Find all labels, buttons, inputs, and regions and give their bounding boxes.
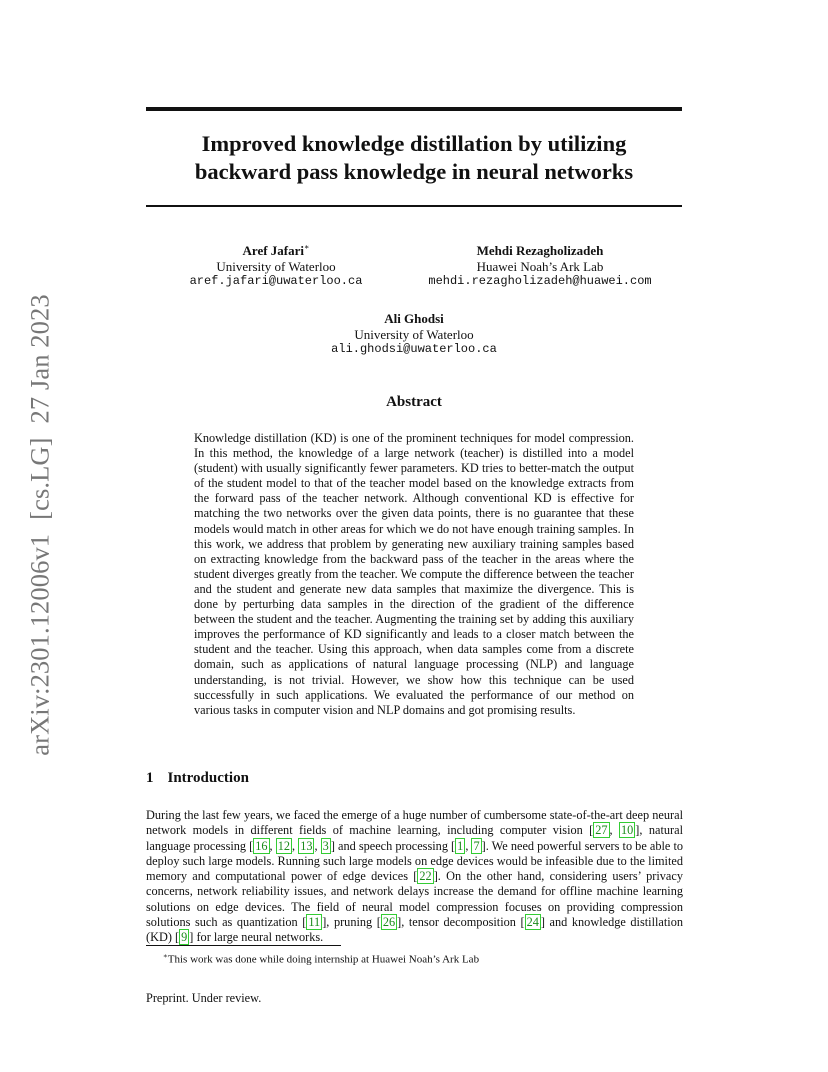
intro-text: ], tensor decomposition [ <box>397 915 525 930</box>
abstract-text: Knowledge distillation (KD) is one of the prominent techniques for model compression. In this method, the knowledge of a large network (teacher) is distilled into a model (student) with usually significantly fewer parameters. KD tries to better-match the output of the student model to that of the teacher model based on the knowledge extracts from the forward pass of the teacher network. Although conventional KD is effective for matching the two networks over the given data points, there is no guarantee that these models would match in other areas for which we do not have enough training samples. In this work, we address that problem by generating new auxiliary training samples based on extracting knowledge from the backward pass of the teacher in the areas where the student diverges greatly from the teacher. We compute the difference between the teacher and the student and generate new data samples that maximize the divergence. This is done by perturbing data samples in the direction of the gradient of the difference between the student and the teacher. Augmenting the training set by adding this auxiliary improves the performance of KD significantly and leads to a closer match between the student and the teacher. Using this approach, when data samples come from a discrete domain, such as applications of natural language processing (NLP) and language understanding, is not trivial. However, we show how this technique can be used successfully in such applications. We evaluated the performance of our method on various tasks in computer vision and NLP domains and got promising results. <box>194 431 634 717</box>
citation-link[interactable]: 13 <box>300 838 313 853</box>
intro-text: ]. On the other hand, considering users’ privacy concerns, network reliability issues, and network delays increase the demand for offline machine learning solutions on edge devices. The field of neural model compression focuses on providing compression solutions such as quantization [ <box>146 869 683 930</box>
author-affiliation: Huawei Noah’s Ark Lab <box>476 258 604 274</box>
intro-text: ] for large neural networks. <box>189 930 324 945</box>
author-email: aref.jafari@uwaterloo.ca <box>189 274 363 288</box>
author-name: Aref Jafari <box>242 243 305 258</box>
paper-title <box>146 130 682 186</box>
citation-link[interactable]: 22 <box>419 869 432 884</box>
citation-link[interactable]: 9 <box>181 930 188 945</box>
author-affiliation: University of Waterloo <box>354 326 474 342</box>
author-block-3 <box>300 311 528 358</box>
section-heading <box>146 770 249 787</box>
citation-link[interactable]: 3 <box>322 838 329 853</box>
author-email: ali.ghodsi@uwaterloo.ca <box>331 342 497 356</box>
footnote-rule <box>146 945 341 946</box>
intro-text: During the last few years, we faced the emerge of a huge number of cumbersome state-of-the-art deep neural network models in different fields of machine learning, including computer vision [ <box>146 808 683 838</box>
intro-text: ], pruning [ <box>322 915 381 930</box>
arxiv-stamp <box>25 294 56 755</box>
footnote-text: This work was done while doing internship at Huawei Noah’s Ark Lab <box>167 953 480 966</box>
section-number: 1 <box>146 770 154 786</box>
title-line-2: backward pass knowledge in neural networks <box>194 159 634 184</box>
abstract-heading: Abstract <box>386 394 442 410</box>
arxiv-id[interactable]: arXiv:2301.12006v1 <box>24 533 55 756</box>
footnote-marker[interactable]: ∗ <box>304 242 310 252</box>
author-name: Mehdi Rezagholizadeh <box>476 243 604 258</box>
author-block-2 <box>400 243 680 290</box>
citation-link[interactable]: 12 <box>277 838 291 853</box>
title-line-1: Improved knowledge distillation by utilizing <box>201 131 627 156</box>
intro-text: ]. We need powerful servers to be able to deploy such large models. Running such large models on edge devices would be infeasible due to the limited memory and computational power of edge devices [ <box>146 838 684 884</box>
arxiv-category: [cs.LG] <box>24 437 55 520</box>
footnote <box>163 950 479 967</box>
citation-link[interactable]: 24 <box>526 915 539 930</box>
intro-text: ] and speech processing [ <box>330 838 456 853</box>
section-title: Introduction <box>167 770 249 786</box>
title-top-rule <box>146 107 682 111</box>
author-name: Ali Ghodsi <box>384 311 444 326</box>
title-bottom-rule <box>146 205 682 207</box>
citation-link[interactable]: 16 <box>255 838 268 853</box>
author-email: mehdi.rezagholizadeh@huawei.com <box>428 274 652 288</box>
citation-link[interactable]: 26 <box>382 915 396 930</box>
footnote-marker: ∗ <box>163 952 168 960</box>
author-block-1 <box>176 243 376 290</box>
intro-text: ], natural language processing [ <box>146 823 683 853</box>
intro-paragraph: During the last few years, we faced the emerge of a huge number of cumbersome state-of-the-art deep neural network models in different fields of machine learning, including computer vision [ 27 , 10 ], natural language processing [ 16 , 12 , 13 , 3 ] and speech processing [ 1 , 7 ]. We need powerful servers to be able to deploy such large models. Running such large models on edge devices would be infeasible due to the limited memory and computational power of edge devices [ 22 ]. On the other hand, considering users’ privacy concerns, network reliability issues, and network delays increase the demand for offline machine learning solutions on edge devices. The field of neural model compression focuses on providing compression solutions such as quantization [ 11 ], pruning [ 26 ], tensor decomposition [ 24 ] and knowledge distillation (KD) [ 9 ] for large neural networks. <box>146 808 684 945</box>
citation-link[interactable]: 11 <box>308 915 321 930</box>
citation-link[interactable]: 10 <box>621 823 634 838</box>
arxiv-date: 27 Jan 2023 <box>24 294 55 424</box>
citation-link[interactable]: 7 <box>473 838 480 853</box>
citation-link[interactable]: 27 <box>595 823 608 838</box>
author-affiliation: University of Waterloo <box>216 258 336 274</box>
preprint-note: Preprint. Under review. <box>146 991 262 1005</box>
intro-text: ] and knowledge distillation (KD) [ <box>146 915 684 945</box>
citation-link[interactable]: 1 <box>457 838 464 853</box>
